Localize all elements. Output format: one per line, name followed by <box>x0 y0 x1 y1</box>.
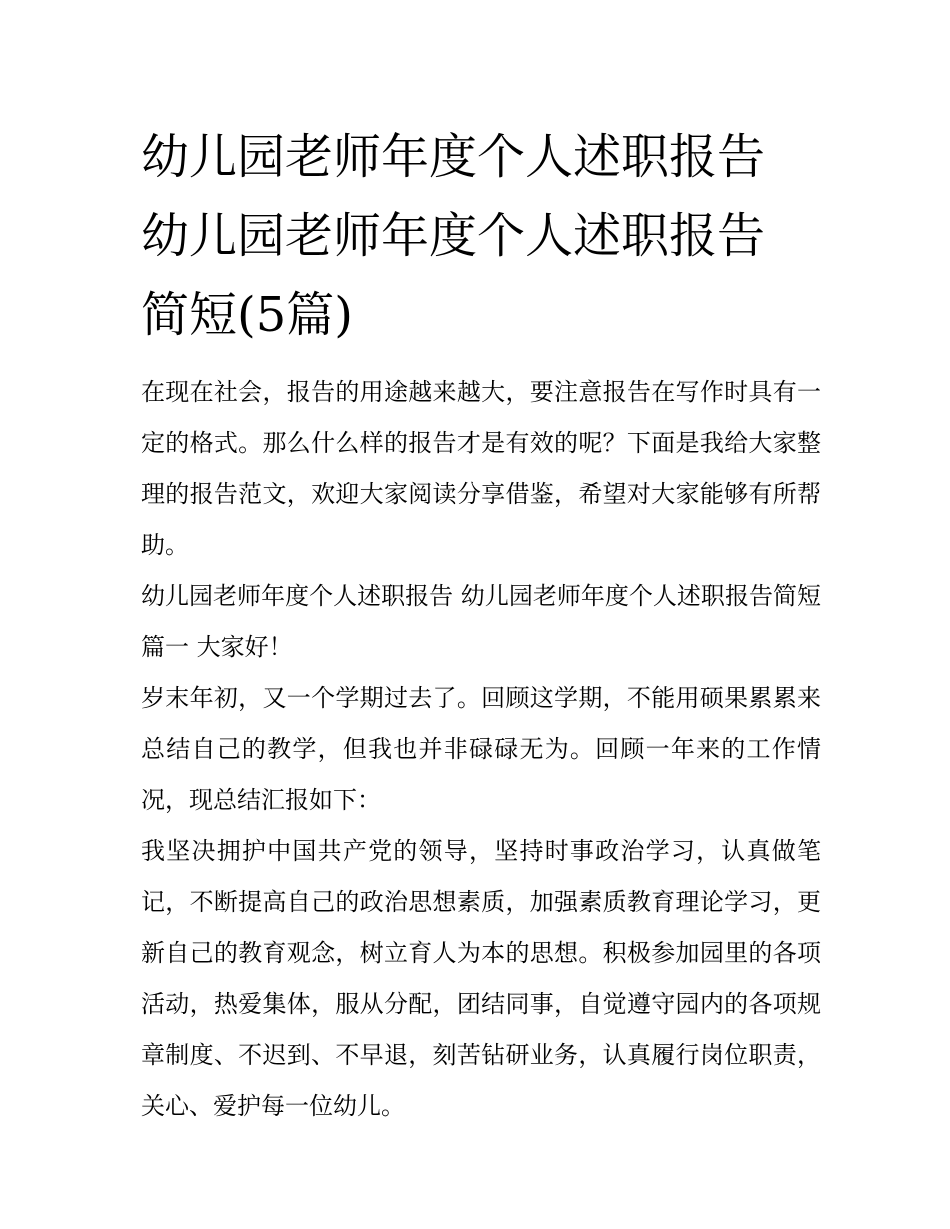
document-title <box>141 118 821 355</box>
title-line-2: 幼儿园老师年度个人述职报告 <box>141 208 766 264</box>
document-body <box>141 118 821 1132</box>
title-line-3: 简短(5篇) <box>141 287 353 343</box>
body-paragraph: 我坚决拥护中国共产党的领导，坚持时事政治学习，认真做笔记，不断提高自己的政治思想素质，加强素质教育理论学习，更新自己的教育观念，树立育人为本的思想。积极参加园里的各项活动，热爱集体，服从分配，团结同事，自觉遵守园内的各项规章制度、不迟到、不早退，刻苦钻研业务，认真履行岗位职责，关心、爱护每一位幼儿。 <box>141 837 821 1120</box>
title-line-1: 幼儿园老师年度个人述职报告 <box>141 129 766 185</box>
intro-paragraph: 在现在社会，报告的用途越来越大，要注意报告在写作时具有一定的格式。那么什么样的报告才是有效的呢？下面是我给大家整理的报告范文，欢迎大家阅读分享借鉴，希望对大家能够有所帮助。 <box>141 378 821 559</box>
body-paragraph: 岁末年初，又一个学期过去了。回顾这学期，不能用硕果累累来总结自己的教学，但我也并非碌碌无为。回顾一年来的工作情况，现总结汇报如下： <box>141 684 821 814</box>
section-heading-paragraph: 幼儿园老师年度个人述职报告 幼儿园老师年度个人述职报告简短篇一 大家好！ <box>141 582 821 661</box>
